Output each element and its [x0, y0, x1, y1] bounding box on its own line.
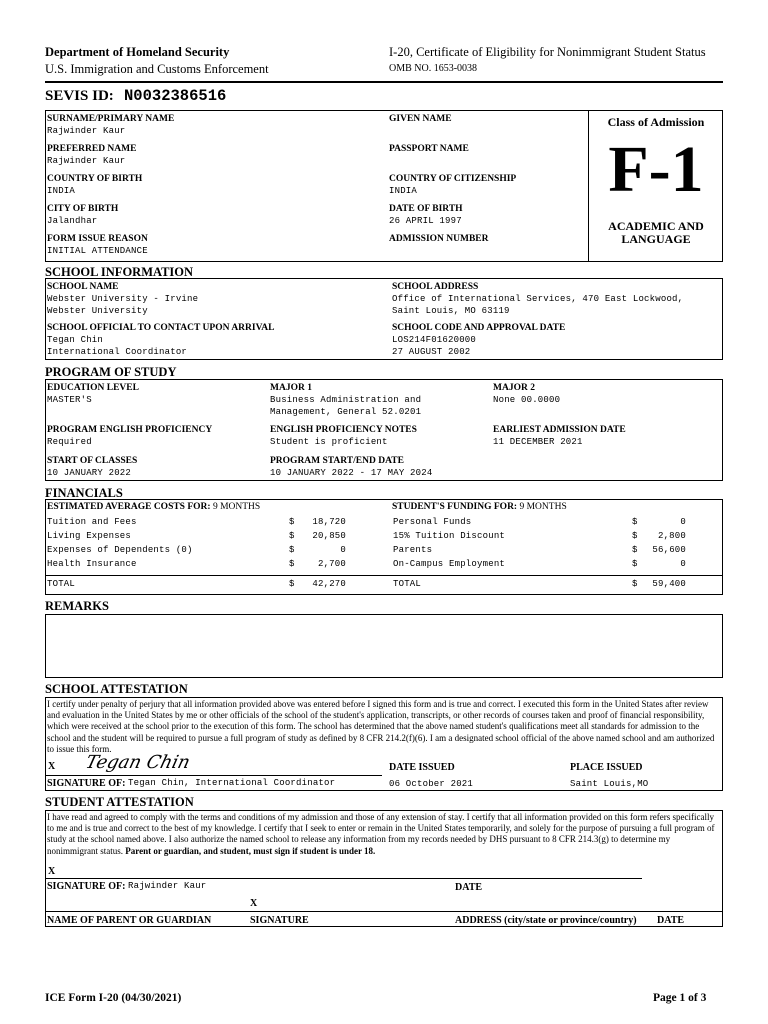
program-english-proficiency-label: PROGRAM ENGLISH PROFICIENCY	[47, 425, 213, 435]
parent-signature-label: SIGNATURE	[250, 915, 309, 926]
program-dates-value: 10 JANUARY 2022 - 17 MAY 2024	[270, 468, 433, 478]
cost-item: Tuition and Fees	[47, 517, 137, 527]
date-issued-label: DATE ISSUED	[389, 762, 455, 773]
form-title: I-20, Certificate of Eligibility for Nonimmigrant Student Status	[389, 45, 706, 59]
major-1-line-1: Business Administration and	[270, 395, 422, 405]
school-address-line-2: Saint Louis, MO 63119	[392, 306, 510, 316]
cost-item: Expenses of Dependents (0)	[47, 545, 193, 555]
funding-currency: $	[632, 559, 638, 569]
major-1-label: MAJOR 1	[270, 383, 312, 393]
funding-total-currency: $	[632, 579, 638, 589]
school-name-label: SCHOOL NAME	[47, 282, 119, 292]
school-signature-label: SIGNATURE OF:	[47, 778, 126, 789]
date-of-birth-label: DATE OF BIRTH	[389, 204, 463, 214]
school-code-value: LOS214F01620000	[392, 335, 477, 345]
omb-number: OMB NO. 1653-0038	[389, 63, 478, 74]
cost-amount: 2,700	[317, 559, 346, 569]
class-of-admission-code: F-1	[608, 133, 704, 206]
school-attestation-heading: SCHOOL ATTESTATION	[45, 682, 188, 696]
cost-amount: 18,720	[312, 517, 346, 527]
funding-currency: $	[632, 531, 638, 541]
class-of-admission-desc-1: ACADEMIC AND	[608, 219, 704, 233]
earliest-admission-value: 11 DECEMBER 2021	[493, 437, 583, 447]
funding-amount: 0	[680, 559, 686, 569]
cost-item: Living Expenses	[47, 531, 132, 541]
header-rule	[45, 81, 723, 83]
preferred-name-value: Rajwinder Kaur	[47, 156, 126, 166]
funding-currency: $	[632, 545, 638, 555]
school-attestation-text: I certify under penalty of perjury that all information provided above was entered before I signed this form and is true and correct. I executed this form in the United States after review and evaluation in the United States by me or other officials of the school of the student's application, transcripts, or other records of courses taken and proof of financial responsibility, which were received at the school prior to the execution of this form. The school has determined that the above named student's qualifications meet all standards for admission to the school and the student will be required to pursue a full program of study as defined by 8 CFR 214.2(f)(6). I am a designated school official of the above named school and am authorized to issue this form.	[47, 699, 715, 754]
costs-heading	[47, 502, 260, 512]
financials-heading: FINANCIALS	[45, 486, 123, 500]
program-of-study-heading: PROGRAM OF STUDY	[45, 365, 177, 379]
parent-name-label: NAME OF PARENT OR GUARDIAN	[47, 915, 212, 926]
funding-item: On-Campus Employment	[393, 559, 506, 569]
remarks-heading: REMARKS	[45, 599, 109, 613]
funding-amount: 2,800	[657, 531, 686, 541]
cost-currency: $	[289, 545, 295, 555]
country-of-birth-label: COUNTRY OF BIRTH	[47, 174, 143, 184]
given-name-label: GIVEN NAME	[389, 114, 452, 124]
parent-signature-x: X	[250, 898, 258, 909]
country-of-citizenship-label: COUNTRY OF CITIZENSHIP	[389, 174, 517, 184]
remarks-text	[46, 615, 722, 621]
costs-heading-label: ESTIMATED AVERAGE COSTS FOR:	[47, 502, 211, 512]
funding-amount: 0	[680, 517, 686, 527]
cost-item: Health Insurance	[47, 559, 137, 569]
funding-item: Parents	[393, 545, 433, 555]
education-level-value: MASTER'S	[47, 395, 92, 405]
date-issued-value: 06 October 2021	[389, 779, 474, 789]
funding-period: 9 MONTHS	[517, 502, 567, 512]
date-of-birth-value: 26 APRIL 1997	[389, 216, 462, 226]
place-issued-value: Saint Louis,MO	[570, 779, 649, 789]
costs-period: 9 MONTHS	[210, 502, 261, 512]
parent-signature-line	[45, 911, 723, 912]
cost-currency: $	[289, 531, 295, 541]
start-of-classes-value: 10 JANUARY 2022	[47, 468, 132, 478]
program-dates-label: PROGRAM START/END DATE	[270, 456, 404, 466]
sevis-id-value: N0032386516	[124, 87, 227, 105]
sevis-id-label: SEVIS ID:	[45, 88, 114, 104]
surname-value: Rajwinder Kaur	[47, 126, 126, 136]
funding-total-label: TOTAL	[393, 579, 422, 589]
parent-date-label: DATE	[657, 915, 685, 926]
class-of-admission-desc-2: LANGUAGE	[621, 232, 691, 246]
school-address-line-1: Office of International Services, 470 East Lockwood,	[392, 294, 684, 304]
cost-currency: $	[289, 517, 295, 527]
school-name-line-1: Webster University - Irvine	[47, 294, 199, 304]
english-proficiency-notes-value: Student is proficient	[270, 437, 388, 447]
sub-agency-name: U.S. Immigration and Customs Enforcement	[45, 62, 269, 76]
funding-amount: 56,600	[652, 545, 686, 555]
admission-number-label: ADMISSION NUMBER	[389, 234, 489, 244]
school-address-label: SCHOOL ADDRESS	[392, 282, 479, 292]
student-signature-x: X	[48, 866, 56, 877]
funding-heading	[392, 502, 567, 512]
school-signature-x: X	[48, 761, 56, 772]
major-1-line-2: Management, General 52.0201	[270, 407, 422, 417]
form-id-footer: ICE Form I-20 (04/30/2021)	[45, 992, 182, 1004]
school-official-name: Tegan Chin	[47, 335, 104, 345]
student-attestation-heading: STUDENT ATTESTATION	[45, 795, 194, 809]
school-official-label: SCHOOL OFFICIAL TO CONTACT UPON ARRIVAL	[47, 323, 275, 333]
school-information-heading: SCHOOL INFORMATION	[45, 265, 194, 279]
funding-item: 15% Tuition Discount	[393, 531, 506, 541]
city-of-birth-label: CITY OF BIRTH	[47, 204, 119, 214]
earliest-admission-label: EARLIEST ADMISSION DATE	[493, 425, 626, 435]
city-of-birth-value: Jalandhar	[47, 216, 98, 226]
page-number: Page 1 of 3	[653, 992, 707, 1004]
student-signature-label: SIGNATURE OF:	[47, 881, 126, 892]
cost-amount: 0	[340, 545, 346, 555]
education-level-label: EDUCATION LEVEL	[47, 383, 139, 393]
costs-total-value: 42,270	[312, 579, 346, 589]
funding-total-value: 59,400	[652, 579, 686, 589]
cost-currency: $	[289, 559, 295, 569]
form-issue-reason-value: INITIAL ATTENDANCE	[47, 246, 148, 256]
school-official-title: International Coordinator	[47, 347, 188, 357]
funding-currency: $	[632, 517, 638, 527]
program-english-proficiency-value: Required	[47, 437, 92, 447]
school-official-signature: Tegan Chin	[83, 752, 193, 773]
form-issue-reason-label: FORM ISSUE REASON	[47, 234, 148, 244]
student-attestation-text	[47, 812, 721, 857]
student-signature-line	[45, 878, 642, 879]
school-name-line-2: Webster University	[47, 306, 148, 316]
agency-name: Department of Homeland Security	[45, 45, 230, 59]
country-of-citizenship-value: INDIA	[389, 186, 418, 196]
parent-address-label: ADDRESS (city/state or province/country)	[455, 915, 637, 926]
remarks-box	[45, 614, 723, 678]
place-issued-label: PLACE ISSUED	[570, 762, 643, 773]
passport-name-label: PASSPORT NAME	[389, 144, 469, 154]
costs-total-currency: $	[289, 579, 295, 589]
student-attestation-minor-note: Parent or guardian, and student, must sign if student is under 18.	[123, 845, 376, 856]
cost-amount: 20,850	[312, 531, 346, 541]
major-2-value: None 00.0000	[493, 395, 561, 405]
financials-total-rule	[45, 575, 723, 576]
surname-label: SURNAME/PRIMARY NAME	[47, 114, 175, 124]
class-of-admission-label: Class of Admission	[607, 115, 705, 129]
major-2-label: MAJOR 2	[493, 383, 535, 393]
english-proficiency-notes-label: ENGLISH PROFICIENCY NOTES	[270, 425, 417, 435]
funding-item: Personal Funds	[393, 517, 472, 527]
funding-heading-label: STUDENT'S FUNDING FOR:	[392, 502, 518, 512]
country-of-birth-value: INDIA	[47, 186, 76, 196]
preferred-name-label: PREFERRED NAME	[47, 144, 137, 154]
school-approval-date: 27 AUGUST 2002	[392, 347, 471, 357]
start-of-classes-label: START OF CLASSES	[47, 456, 138, 466]
school-signature-line	[45, 775, 382, 776]
school-signature-name: Tegan Chin, International Coordinator	[128, 778, 336, 788]
student-signature-date-label: DATE	[455, 882, 483, 893]
school-code-label: SCHOOL CODE AND APPROVAL DATE	[392, 323, 566, 333]
costs-total-label: TOTAL	[47, 579, 76, 589]
student-signature-name: Rajwinder Kaur	[128, 881, 207, 891]
student-attestation-body: I have read and agreed to comply with the terms and conditions of my admission and those of any extension of stay. I certify that all information provided on this form refers specifically to me and is true and correct to the best of my knowledge. I certify that I seek to enter or remain in the United States temporarily, and solely for the purpose of pursuing a full program of study at the school named above. I also authorize the named school to release any information from my records needed by DHS pursuant to 8 CFR 214.3(g) to determine my nonimmigrant status.	[47, 812, 715, 856]
